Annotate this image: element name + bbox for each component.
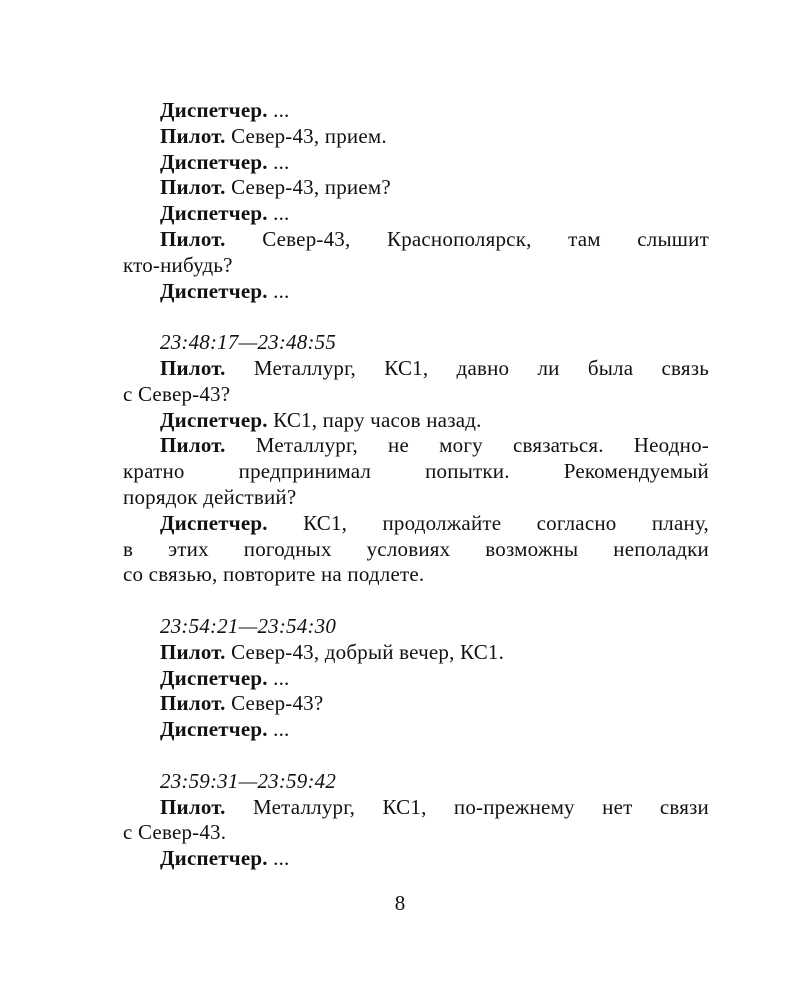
speech-text: Север-43, Краснополярск, там слышит xyxy=(225,226,709,251)
transcript-line xyxy=(123,511,709,537)
timestamp-range: 23:48:17—23:48:55 xyxy=(160,330,337,355)
section-gap xyxy=(123,304,709,330)
speaker-label: Диспетчер. xyxy=(160,149,268,174)
speech-text: ... xyxy=(267,278,290,303)
page-number: 8 xyxy=(394,891,406,915)
speech-text: Север-43, прием. xyxy=(225,123,387,148)
speech-text: Север-43? xyxy=(225,691,324,716)
speaker-label: Диспетчер. xyxy=(160,407,268,432)
speaker-label: Диспетчер. xyxy=(160,201,268,226)
transcript-line xyxy=(123,433,709,459)
transcript-line xyxy=(123,356,709,382)
transcript-line xyxy=(123,795,709,821)
speech-text: ... xyxy=(267,98,290,122)
transcript-line-continuation: в этих погодных условиях возможны неполадки xyxy=(123,536,709,561)
section-gap xyxy=(123,588,709,614)
transcript-line xyxy=(123,175,709,201)
speaker-label: Пилот. xyxy=(160,433,226,458)
transcript-line xyxy=(123,279,709,305)
speaker-label: Пилот. xyxy=(160,123,226,148)
speaker-label: Диспетчер. xyxy=(160,510,268,535)
timestamp-range: 23:54:21—23:54:30 xyxy=(160,613,337,638)
speech-text: Север-43, добрый вечер, КС1. xyxy=(225,639,505,664)
speaker-label: Пилот. xyxy=(160,175,226,200)
transcript-body xyxy=(123,98,709,872)
speaker-label: Диспетчер. xyxy=(160,98,268,122)
transcript-line-continuation: с Север-43. xyxy=(123,820,227,845)
speech-text: ... xyxy=(267,717,290,742)
section-gap xyxy=(123,743,709,769)
speech-text: Металлург, КС1, по-прежнему нет связи xyxy=(225,794,709,819)
speaker-label: Диспетчер. xyxy=(160,717,268,742)
speaker-label: Пилот. xyxy=(160,226,226,251)
transcript-line xyxy=(123,846,709,872)
speaker-label: Диспетчер. xyxy=(160,846,268,871)
speaker-label: Диспетчер. xyxy=(160,665,268,690)
speech-text: Металлург, КС1, давно ли была связь xyxy=(225,355,709,380)
speech-text: КС1, пару часов назад. xyxy=(267,407,482,432)
transcript-line xyxy=(123,124,709,150)
transcript-line xyxy=(123,717,709,743)
transcript-line xyxy=(123,408,709,434)
transcript-line xyxy=(123,640,709,666)
transcript-line xyxy=(123,666,709,692)
speech-text: ... xyxy=(267,665,290,690)
speech-text: Север-43, прием? xyxy=(225,175,391,200)
transcript-line xyxy=(123,98,709,124)
transcript-line-continuation: порядок действий? xyxy=(123,484,297,509)
transcript-line-continuation: с Север-43? xyxy=(123,381,231,406)
speech-text: ... xyxy=(267,149,290,174)
speech-text: ... xyxy=(267,201,290,226)
transcript-line xyxy=(123,691,709,717)
timestamp-range: 23:59:31—23:59:42 xyxy=(160,768,337,793)
speaker-label: Диспетчер. xyxy=(160,278,268,303)
speech-text: ... xyxy=(267,846,290,871)
speaker-label: Пилот. xyxy=(160,794,226,819)
speaker-label: Пилот. xyxy=(160,691,226,716)
transcript-line-continuation: кратно предпринимал попытки. Рекомендуемый xyxy=(123,459,709,484)
transcript-line xyxy=(123,201,709,227)
speaker-label: Пилот. xyxy=(160,355,226,380)
transcript-line xyxy=(123,227,709,253)
transcript-line xyxy=(123,150,709,176)
transcript-line-continuation: кто-нибудь? xyxy=(123,252,233,277)
speaker-label: Пилот. xyxy=(160,639,226,664)
speech-text: Металлург, не могу связаться. Неодно- xyxy=(225,433,709,458)
transcript-line-continuation: со связью, повторите на подлете. xyxy=(123,562,425,587)
speech-text: КС1, продолжайте согласно плану, xyxy=(267,510,709,535)
